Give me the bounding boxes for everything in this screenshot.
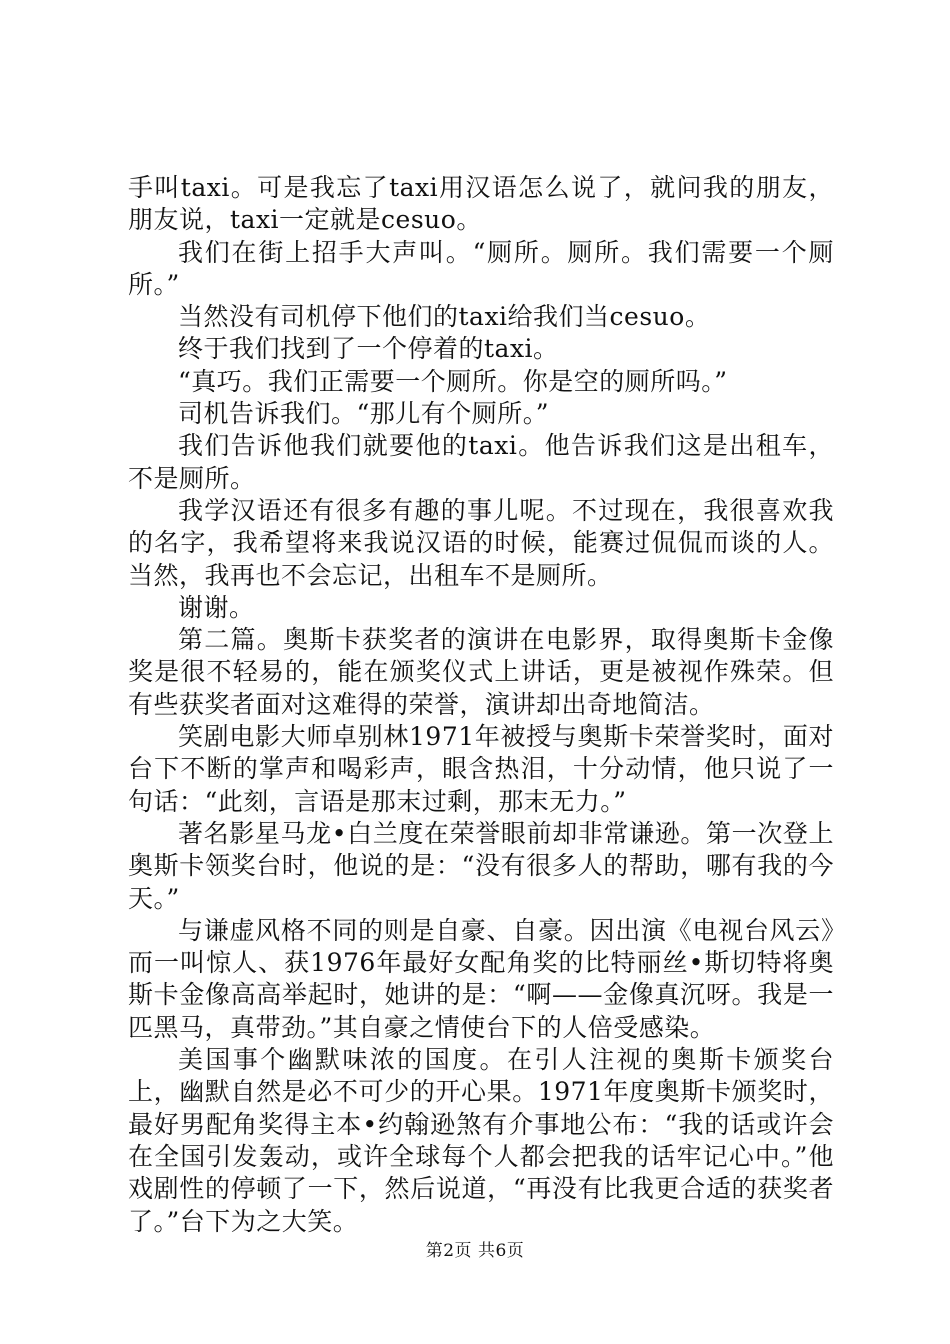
paragraph-5: “真巧。我们正需要一个厕所。你是空的厕所吗。” <box>178 366 728 396</box>
paragraph-1: 手叫taxi。可是我忘了taxi用汉语怎么说了，就问我的朋友，朋友说，taxi一定就是cesuo。 <box>128 173 834 235</box>
paragraph-4: 终于我们找到了一个停着的taxi。 <box>178 334 559 364</box>
document-body <box>128 172 834 1238</box>
paragraph-14: 美国事个幽默味浓的国度。在引人注视的奥斯卡颁奖台上，幽默自然是必不可少的开心果。1971年度奥斯卡颁奖时，最好男配角奖得主本•约翰逊煞有介事地公布：“我的话或许会在全国引发轰动，或许全球每个人都会把我的话牢记心中。”他戏剧性的停顿了一下，然后说道，“再没有比我更合适的获奖者了。”台下为之大笑。 <box>128 1045 834 1236</box>
paragraph-2: 我们在街上招手大声叫。“厕所。厕所。我们需要一个厕所。” <box>128 237 834 299</box>
paragraph-11: 笑剧电影大师卓别林1971年被授与奥斯卡荣誉奖时，面对台下不断的掌声和喝彩声，眼含热泪，十分动情，他只说了一句话：“此刻，言语是那末过剩，那末无力。” <box>128 722 834 816</box>
paragraph-12: 著名影星马龙•白兰度在荣誉眼前却非常谦逊。第一次登上奥斯卡领奖台时，他说的是：“没有很多人的帮助，哪有我的今天。” <box>128 818 834 913</box>
paragraph-13: 与谦虚风格不同的则是自豪、自豪。因出演《电视台风云》而一叫惊人、获1976年最好女配角奖的比特丽丝•斯切特将奥斯卡金像高高举起时，她讲的是：“啊——金像真沉呀。我是一匹黑马，真带劲。”其自豪之情使台下的人倍受感染。 <box>128 915 834 1042</box>
paragraph-7: 我们告诉他我们就要他的taxi。他告诉我们这是出租车，不是厕所。 <box>128 431 834 493</box>
paragraph-9: 谢谢。 <box>178 592 255 622</box>
paragraph-6: 司机告诉我们。“那儿有个厕所。” <box>178 399 550 429</box>
paragraph-3: 当然没有司机停下他们的taxi给我们当cesuo。 <box>178 302 711 332</box>
page-number-footer: 第2页 共6页 <box>425 1241 525 1261</box>
paragraph-8: 我学汉语还有很多有趣的事儿呢。不过现在，我很喜欢我的名字，我希望将来我说汉语的时候，能赛过侃侃而谈的人。当然，我再也不会忘记，出租车不是厕所。 <box>128 495 834 590</box>
paragraph-10: 第二篇。奥斯卡获奖者的演讲在电影界，取得奥斯卡金像奖是很不轻易的，能在颁奖仪式上讲话，更是被视作殊荣。但有些获奖者面对这难得的荣誉，演讲却出奇地简洁。 <box>128 625 834 719</box>
